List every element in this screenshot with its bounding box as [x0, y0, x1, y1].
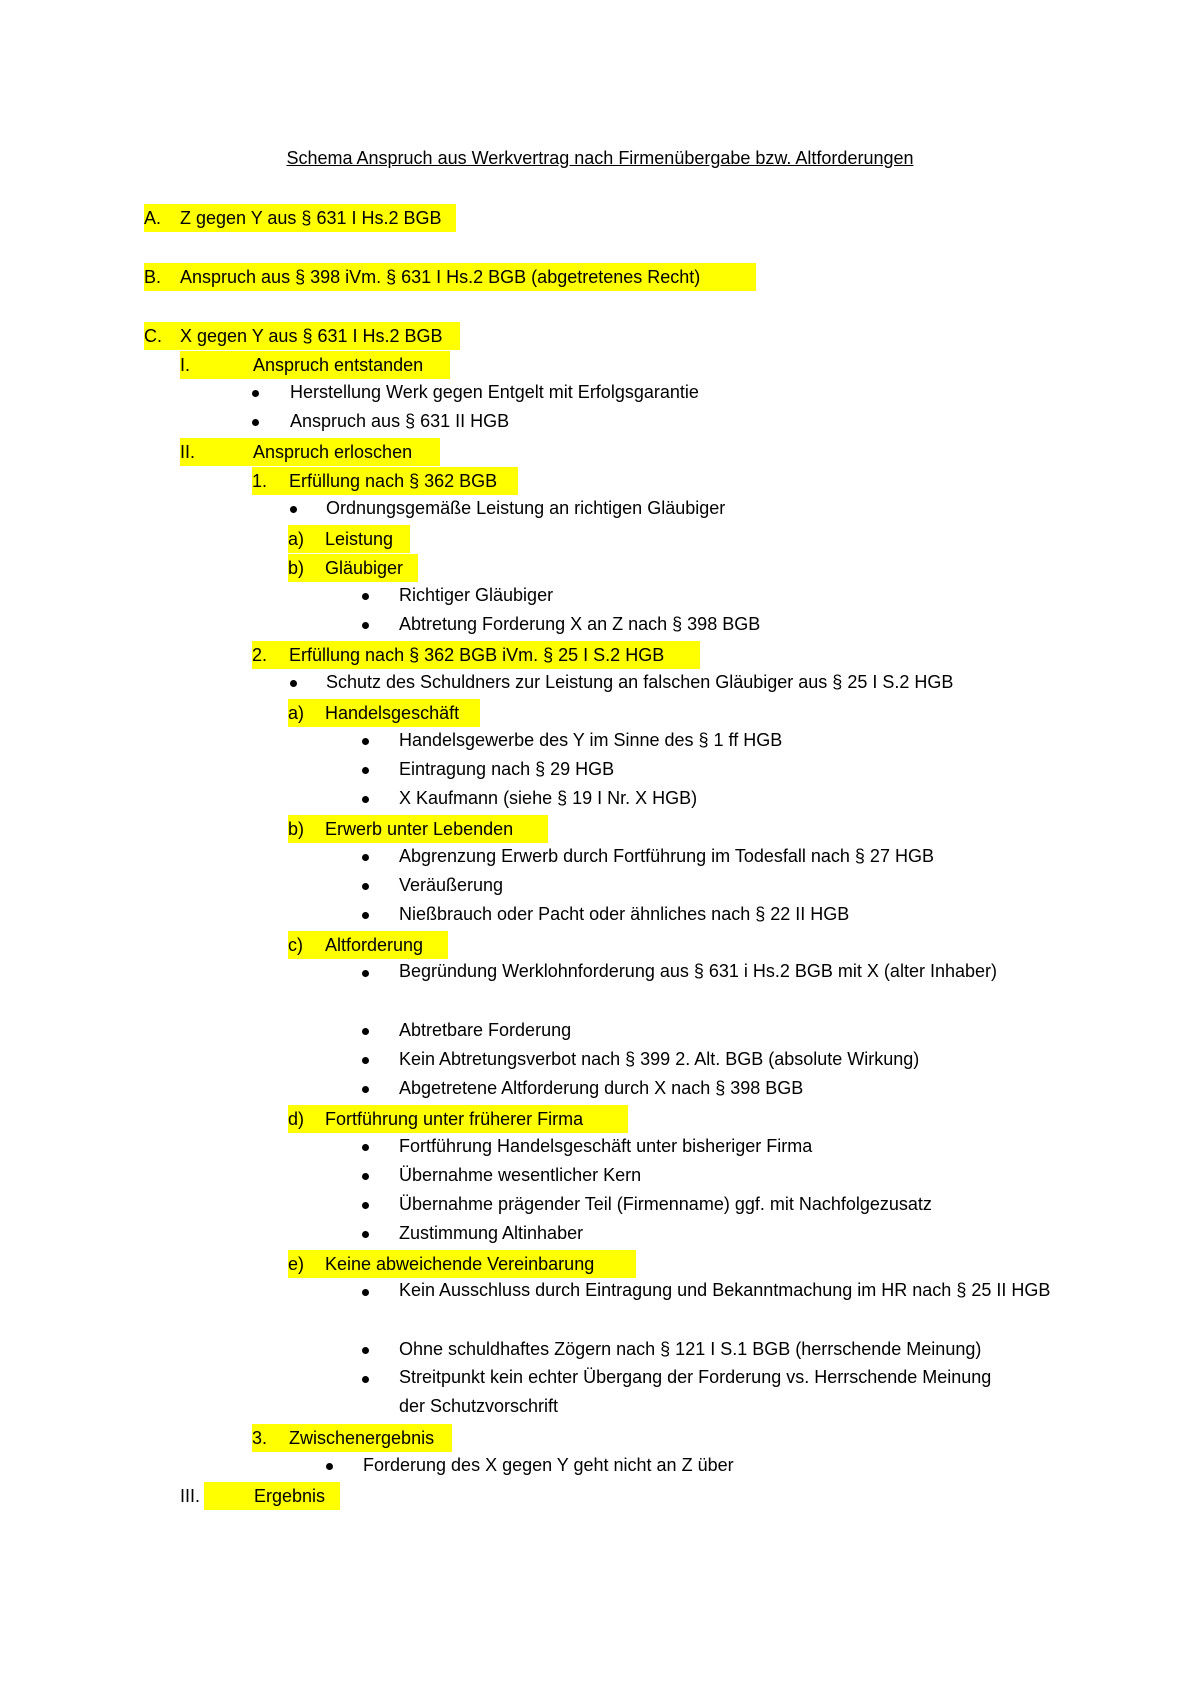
bullet-dot-icon	[362, 1028, 369, 1035]
subsection-3-marker: 3.	[252, 1428, 268, 1448]
subsection-2-text: Erfüllung nach § 362 BGB iVm. § 25 I S.2 HGB	[289, 645, 665, 665]
heading-c	[144, 322, 460, 350]
heading-b	[144, 263, 756, 291]
document-page: Schema Anspruch aus Werkvertrag nach Firmenübergabe bzw. Altforderungen A. Z gegen Y aus § 631 I Hs.2 BGB B. Anspruch aus § 398 iVm. § 631 I Hs.2 BGB (abgetretenes Recht) C. X gegen Y aus § 631 I Hs.2 BGB I. Anspruch entstanden Herstellung Werk gegen Entgelt mit Erfolgsgarantie Anspruch aus § 631 II HGB II. Anspruch erloschen 1. Erfüllung nach § 362 BGB Ordnungsgemäße Leistung an richtigen Gläubiger a) Leistung b) Gläubiger Richtiger Gläubiger Abtretung Forderung X an Z nach § 398 BGB 2. Erfüllung nach § 362 BGB iVm. § 25 I S.2 HGB Schutz des Schuldners zur Leistung an falschen Gläubiger aus § 25 I S.2 HGB a) Handelsgeschäft Handelsgewerbe des Y im Sinne des § 1 ff HGB Eintragung nach § 29 HGB X Kaufmann (siehe § 19 I Nr. X HGB) b) Erwerb unter Lebenden Abgrenzung Erwerb durch Fortführung im Todesfall nach § 27 HGB Veräußerung Nießbrauch oder Pacht oder ähnliches nach § 22 II HGB c) Altforderung Begründung Werklohnforderung aus § 631 i Hs.2 BGB mit X (alter Inhaber) Abtretbare Forderung Kein Abtretungsverbot nach § 399 2. Alt. BGB (absolute Wirkung) Abgetretene Altforderung durch X nach § 398 BGB d) Fortführung unter früherer Firma Fortführung Handelsgeschäft unter bisheriger Firma Übernahme wesentlicher Kern Übernahme prägender Teil (Firmenname) ggf. mit Nachfolgezusatz Zustimmung Altinhaber e) Keine abweichende Vereinbarung Kein Ausschluss durch Eintragung und Bekanntmachung im HR nach § 25 II HGB Ohne schuldhaftes Zögern nach § 121 I S.1 BGB (herrschende Meinung) Streitpunkt kein echter Übergang der Forderung vs. Herrschende Meinung der Schutzvorschrift 3. Zwischenergebnis Forderung des X gegen Y geht nicht an Z über III. Ergebnis	[0, 0, 1200, 1698]
bullet-item: Streitpunkt kein echter Übergang der Forderung vs. Herrschende Meinung der Schutzvorschrift	[362, 1366, 1082, 1424]
heading-a-marker: A.	[144, 208, 162, 228]
bullet-dot-icon	[290, 506, 297, 513]
bullet-dot-icon	[362, 883, 369, 890]
point-2b-highlight: b) Erwerb unter Lebenden	[288, 815, 548, 843]
point-2e	[288, 1250, 636, 1278]
heading-a	[144, 204, 456, 232]
point-1b	[288, 554, 418, 582]
subsection-1-text: Erfüllung nach § 362 BGB	[289, 471, 498, 491]
bullet-dot-icon	[362, 1057, 369, 1064]
subsection-2-highlight	[252, 641, 700, 669]
point-2a	[288, 699, 480, 727]
bullet-dot-icon	[362, 1289, 369, 1296]
section-c-iii-text: Ergebnis	[254, 1486, 326, 1506]
heading-b-marker: B.	[144, 267, 162, 287]
bullet-dot-icon	[362, 1144, 369, 1151]
subsection-1-marker: 1.	[252, 471, 268, 491]
heading-b-highlight	[144, 263, 756, 291]
bullet-dot-icon	[290, 680, 297, 687]
point-2d-highlight: d) Fortführung unter früherer Firma	[288, 1105, 628, 1133]
bullet-dot-icon	[362, 738, 369, 745]
bullet-dot-icon	[362, 912, 369, 919]
section-c-iii	[180, 1482, 340, 1510]
heading-c-marker: C.	[144, 326, 162, 346]
bullet-dot-icon	[252, 419, 259, 426]
point-1a	[288, 525, 410, 553]
heading-a-highlight	[144, 204, 456, 232]
document-title: Schema Anspruch aus Werkvertrag nach Firmenübergabe bzw. Altforderungen	[286, 148, 914, 168]
heading-b-text: Anspruch aus § 398 iVm. § 631 I Hs.2 BGB (abgetretenes Recht)	[180, 267, 701, 287]
bullet-dot-icon	[362, 1376, 369, 1383]
point-2d	[288, 1105, 628, 1133]
bullet-dot-icon	[362, 593, 369, 600]
bullet-dot-icon	[362, 1347, 369, 1354]
bullet-dot-icon	[326, 1463, 333, 1470]
subsection-2-marker: 2.	[252, 645, 268, 665]
bullet-dot-icon	[252, 390, 259, 397]
bullet-dot-icon	[362, 767, 369, 774]
section-c-iii-highlight	[204, 1482, 340, 1510]
subsection-3-text: Zwischenergebnis	[289, 1428, 435, 1448]
subsection-2	[252, 641, 700, 669]
bullet-dot-icon	[362, 1173, 369, 1180]
bullet-dot-icon	[362, 1202, 369, 1209]
section-c-i-highlight	[180, 351, 450, 379]
point-1a-highlight: a) Leistung	[288, 525, 410, 553]
subsection-1	[252, 467, 518, 495]
section-c-ii	[180, 438, 440, 466]
bullet-dot-icon	[362, 1086, 369, 1093]
section-c-i	[180, 351, 450, 379]
bullet-dot-icon	[362, 1231, 369, 1238]
heading-c-highlight	[144, 322, 460, 350]
subsection-3	[252, 1424, 452, 1452]
bullet-dot-icon	[362, 796, 369, 803]
bullet-dot-icon	[362, 622, 369, 629]
point-2a-highlight: a) Handelsgeschäft	[288, 699, 480, 727]
point-2c-highlight: c) Altforderung	[288, 931, 448, 959]
section-c-i-marker: I.	[180, 355, 191, 375]
section-c-iii-marker: III.	[180, 1486, 201, 1506]
section-c-ii-highlight	[180, 438, 440, 466]
heading-c-text: X gegen Y aus § 631 I Hs.2 BGB	[180, 326, 443, 346]
section-c-ii-marker: II.	[180, 442, 196, 462]
heading-a-text: Z gegen Y aus § 631 I Hs.2 BGB	[180, 208, 442, 228]
bullet-dot-icon	[362, 854, 369, 861]
bullet-item: Begründung Werklohnforderung aus § 631 i Hs.2 BGB mit X (alter Inhaber)	[362, 960, 1062, 1018]
bullet-item: Kein Ausschluss durch Eintragung und Bekanntmachung im HR nach § 25 II HGB	[362, 1279, 1082, 1337]
point-2c	[288, 931, 448, 959]
subsection-3-highlight	[252, 1424, 452, 1452]
point-1b-highlight: b) Gläubiger	[288, 554, 418, 582]
section-c-ii-text: Anspruch erloschen	[253, 442, 413, 462]
point-2b	[288, 815, 548, 843]
subsection-1-highlight	[252, 467, 518, 495]
section-c-i-text: Anspruch entstanden	[253, 355, 424, 375]
bullet-dot-icon	[362, 970, 369, 977]
point-2e-highlight: e) Keine abweichende Vereinbarung	[288, 1250, 636, 1278]
